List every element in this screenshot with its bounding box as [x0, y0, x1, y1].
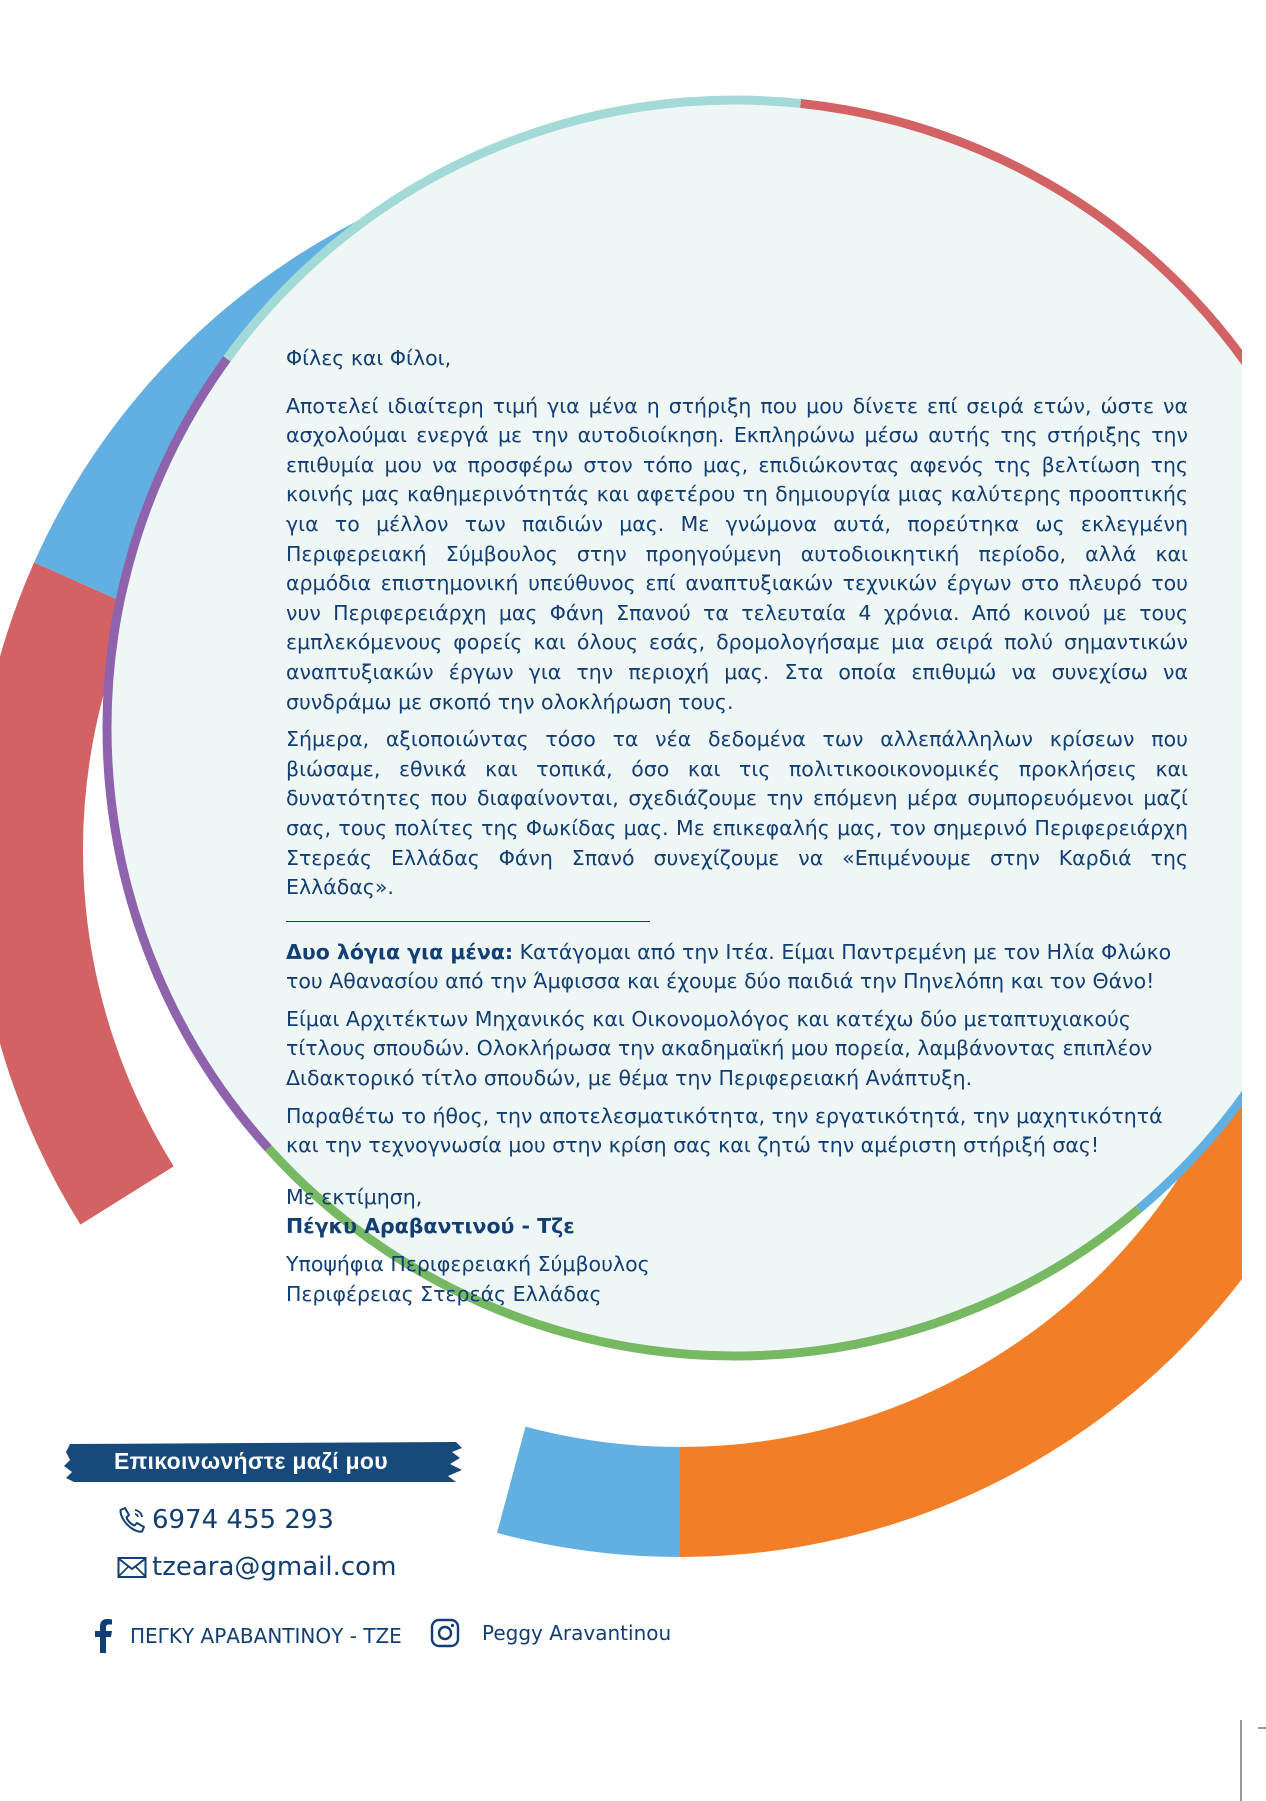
closing: Με εκτίμηση, [286, 1184, 423, 1209]
mail-icon [116, 1551, 148, 1583]
intro-paragraph: Αποτελεί ιδιαίτερη τιμή για μένα η στήριξη που μου δίνετε επί σειρά ετών, ώστε να ασχολούμαι ενεργά με την αυτοδιοίκηση. Εκπληρώνω μέσω αυτής της στήριξης την επιθυμία μου να προσφέρω στον τόπο μας, επιδιώκοντας αφενός της βελτίωση της κοινής μας καθημερινότητάς και αφετέρου τη δημιουργία μιας καλύτερης προοπτικής για το μέλλον των παιδιών μας. Με γνώμονα αυτά, πορεύτηκα ως εκλεγμένη Περιφερειακή Σύμβουλος στην προηγούμενη αυτοδιοικητική περίοδο, αλλά και αρμόδια επιστημονική υπεύθυνος επί αναπτυξιακών τεχνικών έργων στο πλευρό του νυν Περιφερειάρχη μας Φάνη Σπανού τα τελευταία 4 χρόνια. Από κοινού με τους εμπλεκόμενους φορείς και όλους εσάς, δρομολογήσαμε μια σειρά πολύ σημαντικών αναπτυξιακών έργων για την περιοχή μας. Στα οποία επιθυμώ να συνεχίσω να συνδράμω με σκοπό την ολοκλήρωση τους. [286, 393, 1188, 714]
signature: Πέγκυ Αραβαντινού - Τζε [286, 1214, 575, 1239]
phone-number: 6974 455 293 [152, 1505, 334, 1535]
email-address: tzeara@gmail.com [152, 1552, 397, 1582]
ring-segment-blue [511, 1480, 680, 1502]
facebook-name: ΠΕΓΚΥ ΑΡΑΒΑΝΤΙΝΟΥ - ΤΖΕ [130, 1624, 402, 1648]
about-heading: Δυο λόγια για μένα: [286, 939, 514, 964]
phone-contact[interactable] [116, 1504, 334, 1536]
instagram-icon [430, 1618, 460, 1648]
divider [286, 921, 650, 922]
about-paragraph [286, 938, 1188, 997]
letter-body [286, 344, 1188, 1309]
about-text: Κατάγομαι από την Ιτέα. Είμαι Παντρεμένη με τον Ηλία Φλώκο του Αθανασίου από την Άμφισσα και έχουμε δύο παιδιά την Πηνελόπη και τον Θάνο! [286, 939, 1172, 994]
contact-banner [64, 1440, 464, 1484]
greeting: Φίλες και Φίλοι, [286, 346, 452, 370]
phone-icon [116, 1504, 148, 1536]
email-contact[interactable] [116, 1551, 396, 1583]
facebook-link[interactable] [92, 1618, 402, 1654]
instagram-name: Peggy Aravantinou [482, 1621, 672, 1645]
appeal-paragraph: Παραθέτω το ήθος, την αποτελεσματικότητα, την εργατικότητά, την μαχητικότητά και την τεχνογνωσία μου στην κρίση σας και ζητώ την αμέριστη στήριξή σας! [286, 1103, 1163, 1158]
role-line: Περιφέρειας Στερεάς Ελλάδας [286, 1281, 602, 1306]
contact-title: Επικοινωνήστε μαζί μου [114, 1448, 388, 1474]
education-paragraph: Είμαι Αρχιτέκτων Μηχανικός και Οικονομολόγος και κατέχω δύο μεταπτυχιακούς τίτλους σπουδών. Ολοκλήρωσα την ακαδημαϊκή μου πορεία, λαμβάνοντας επιπλέον Διδακτορικό τίτλο σπουδών, με θέμα την Περιφερειακή Ανάπτυξη. [286, 1006, 1153, 1091]
instagram-link[interactable] [430, 1618, 671, 1648]
facebook-icon [92, 1618, 114, 1654]
vision-paragraph: Σήμερα, αξιοποιώντας τόσο τα νέα δεδομένα των αλλεπάλληλων κρίσεων που βιώσαμε, εθνικά και τοπικά, όσο και τις πολιτικοοικονομικές προκλήσεις και δυνατότητες που διαφαίνονται, σχεδιάζουμε την επόμενη μέρα συμπορευόμενοι μαζί σας, τους πολίτες της Φωκίδας μας. Με επικεφαλής μας, τον σημερινό Περιφερειάρχη Στερεάς Ελλάδας Φάνη Σπανό συνεχίζουμε να «Επιμένουμε στην Καρδιά της Ελλάδας». [286, 727, 1188, 900]
role-line: Υποψήφια Περιφερειακή Σύμβουλος [286, 1252, 650, 1277]
